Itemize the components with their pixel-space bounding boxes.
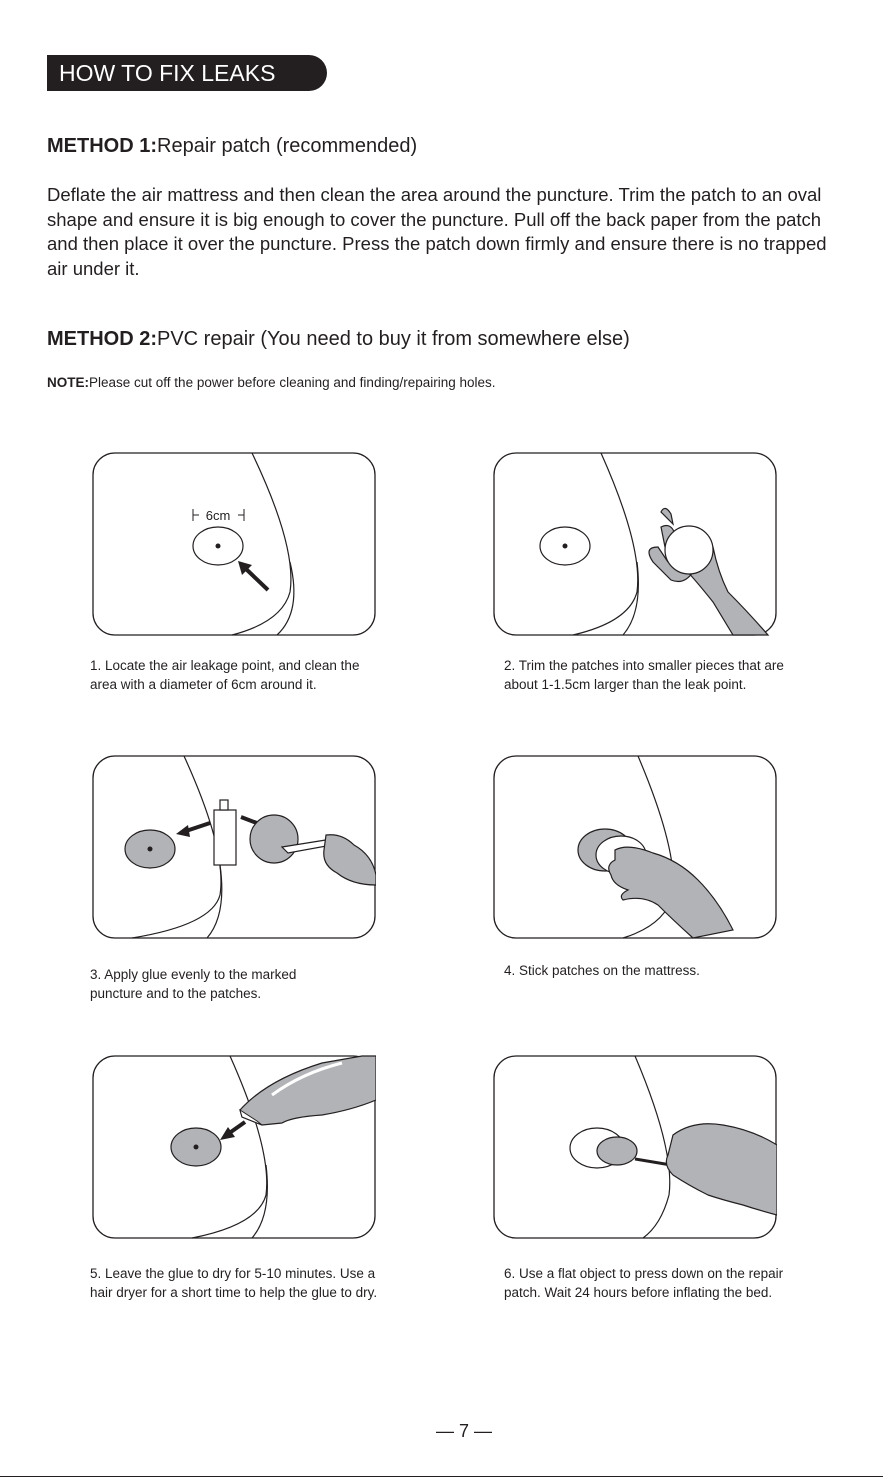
method-1-heading <box>47 135 417 158</box>
method-1-text: Repair patch (recommended) <box>157 135 418 157</box>
page-number: — 7 — <box>436 1421 493 1441</box>
note-label: NOTE: <box>47 375 89 390</box>
step-1-caption: 1. Locate the air leakage point, and clean the area with a diameter of 6cm around it. <box>90 658 360 692</box>
step-6-illustration <box>493 1055 777 1239</box>
method-1-label: METHOD 1: <box>47 135 157 157</box>
method-2-text: PVC repair (You need to buy it from somewhere else) <box>157 328 630 350</box>
step-1-measure-label: 6cm <box>205 508 231 523</box>
step-5-illustration <box>92 1055 376 1239</box>
step-2-illustration <box>493 452 777 636</box>
step-5-caption: 5. Leave the glue to dry for 5-10 minutes. Use a hair dryer for a short time to help the glue to dry. <box>90 1266 378 1300</box>
page-number-value: 7 <box>459 1421 470 1441</box>
note-text: Please cut off the power before cleaning and finding/repairing holes. <box>89 375 496 390</box>
bottom-rule <box>0 1476 883 1477</box>
method-2-label: METHOD 2: <box>47 328 157 350</box>
method-1-paragraph: Deflate the air mattress and then clean the area around the puncture. Trim the patch to an oval shape and ensure it is big enough to cover the puncture. Pull off the back paper from the patch and then place it over the puncture. Press the patch down firmly and ensure there is no trapped air under it. <box>47 184 827 279</box>
step-4-illustration <box>493 755 777 939</box>
section-title: HOW TO FIX LEAKS <box>47 55 327 91</box>
step-1-illustration <box>92 452 376 636</box>
note <box>47 375 496 390</box>
method-2-heading <box>47 328 630 351</box>
step-2-caption: 2. Trim the patches into smaller pieces that are about 1-1.5cm larger than the leak point. <box>504 658 784 692</box>
step-4-caption: 4. Stick patches on the mattress. <box>504 963 700 978</box>
step-3-illustration <box>92 755 376 939</box>
step-3-caption: 3. Apply glue evenly to the marked puncture and to the patches. <box>90 967 297 1001</box>
step-6-caption: 6. Use a flat object to press down on the repair patch. Wait 24 hours before inflating the bed. <box>504 1266 784 1300</box>
